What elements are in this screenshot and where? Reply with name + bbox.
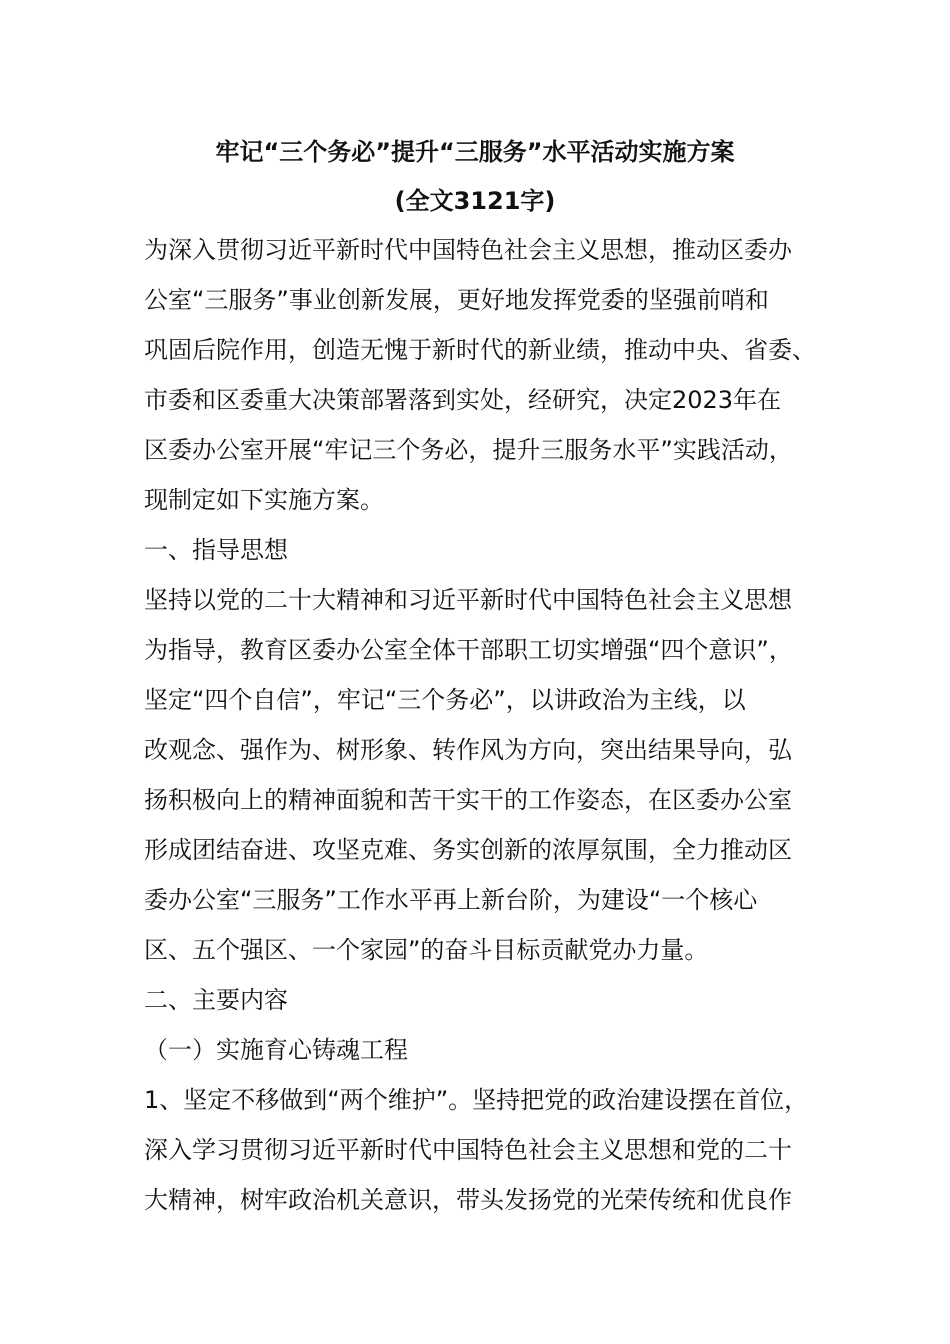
paragraph-line: 坚定“四个自信”，牢记“三个务必”，以讲政治为主线，以 — [144, 686, 746, 714]
paragraph-line: 为指导，教育区委办公室全体干部职工切实增强“四个意识”， — [144, 636, 793, 664]
paragraph-line: 区、五个强区、一个家园”的奋斗目标贡献党办力量。 — [144, 936, 709, 964]
paragraph-line: 市委和区委重大决策部署落到实处，经研究，决定2023年在 — [144, 386, 782, 414]
paragraph-line: 深入学习贯彻习近平新时代中国特色社会主义思想和党的二十 — [144, 1136, 792, 1164]
paragraph-line: 委办公室“三服务”工作水平再上新台阶，为建设“一个核心 — [144, 886, 758, 914]
document-subtitle: (全文3121字) — [394, 187, 556, 215]
document-title: 牢记“三个务必”提升“三服务”水平活动实施方案 — [215, 138, 735, 166]
paragraph-line: 公室“三服务”事业创新发展，更好地发挥党委的坚强前哨和 — [144, 286, 769, 314]
paragraph-line: 巩固后院作用，创造无愧于新时代的新业绩，推动中央、省委、 — [144, 336, 816, 364]
paragraph-line: 坚持以党的二十大精神和习近平新时代中国特色社会主义思想 — [144, 586, 792, 614]
paragraph-line: 形成团结奋进、攻坚克难、务实创新的浓厚氛围，全力推动区 — [144, 836, 792, 864]
subsection-heading: （一）实施育心铸魂工程 — [144, 1036, 408, 1064]
paragraph-line: 1、坚定不移做到“两个维护”。坚持把党的政治建设摆在首位， — [144, 1086, 809, 1114]
paragraph-line: 现制定如下实施方案。 — [144, 486, 384, 514]
section-heading: 一、指导思想 — [144, 536, 288, 564]
paragraph-line: 改观念、强作为、树形象、转作风为方向，突出结果导向，弘 — [144, 736, 792, 764]
paragraph-line: 扬积极向上的精神面貌和苦干实干的工作姿态，在区委办公室 — [144, 786, 792, 814]
paragraph-line: 为深入贯彻习近平新时代中国特色社会主义思想，推动区委办 — [144, 236, 792, 264]
section-heading: 二、主要内容 — [144, 986, 288, 1014]
paragraph-line: 大精神，树牢政治机关意识，带头发扬党的光荣传统和优良作 — [144, 1186, 792, 1214]
paragraph-line: 区委办公室开展“牢记三个务必，提升三服务水平”实践活动， — [144, 436, 793, 464]
